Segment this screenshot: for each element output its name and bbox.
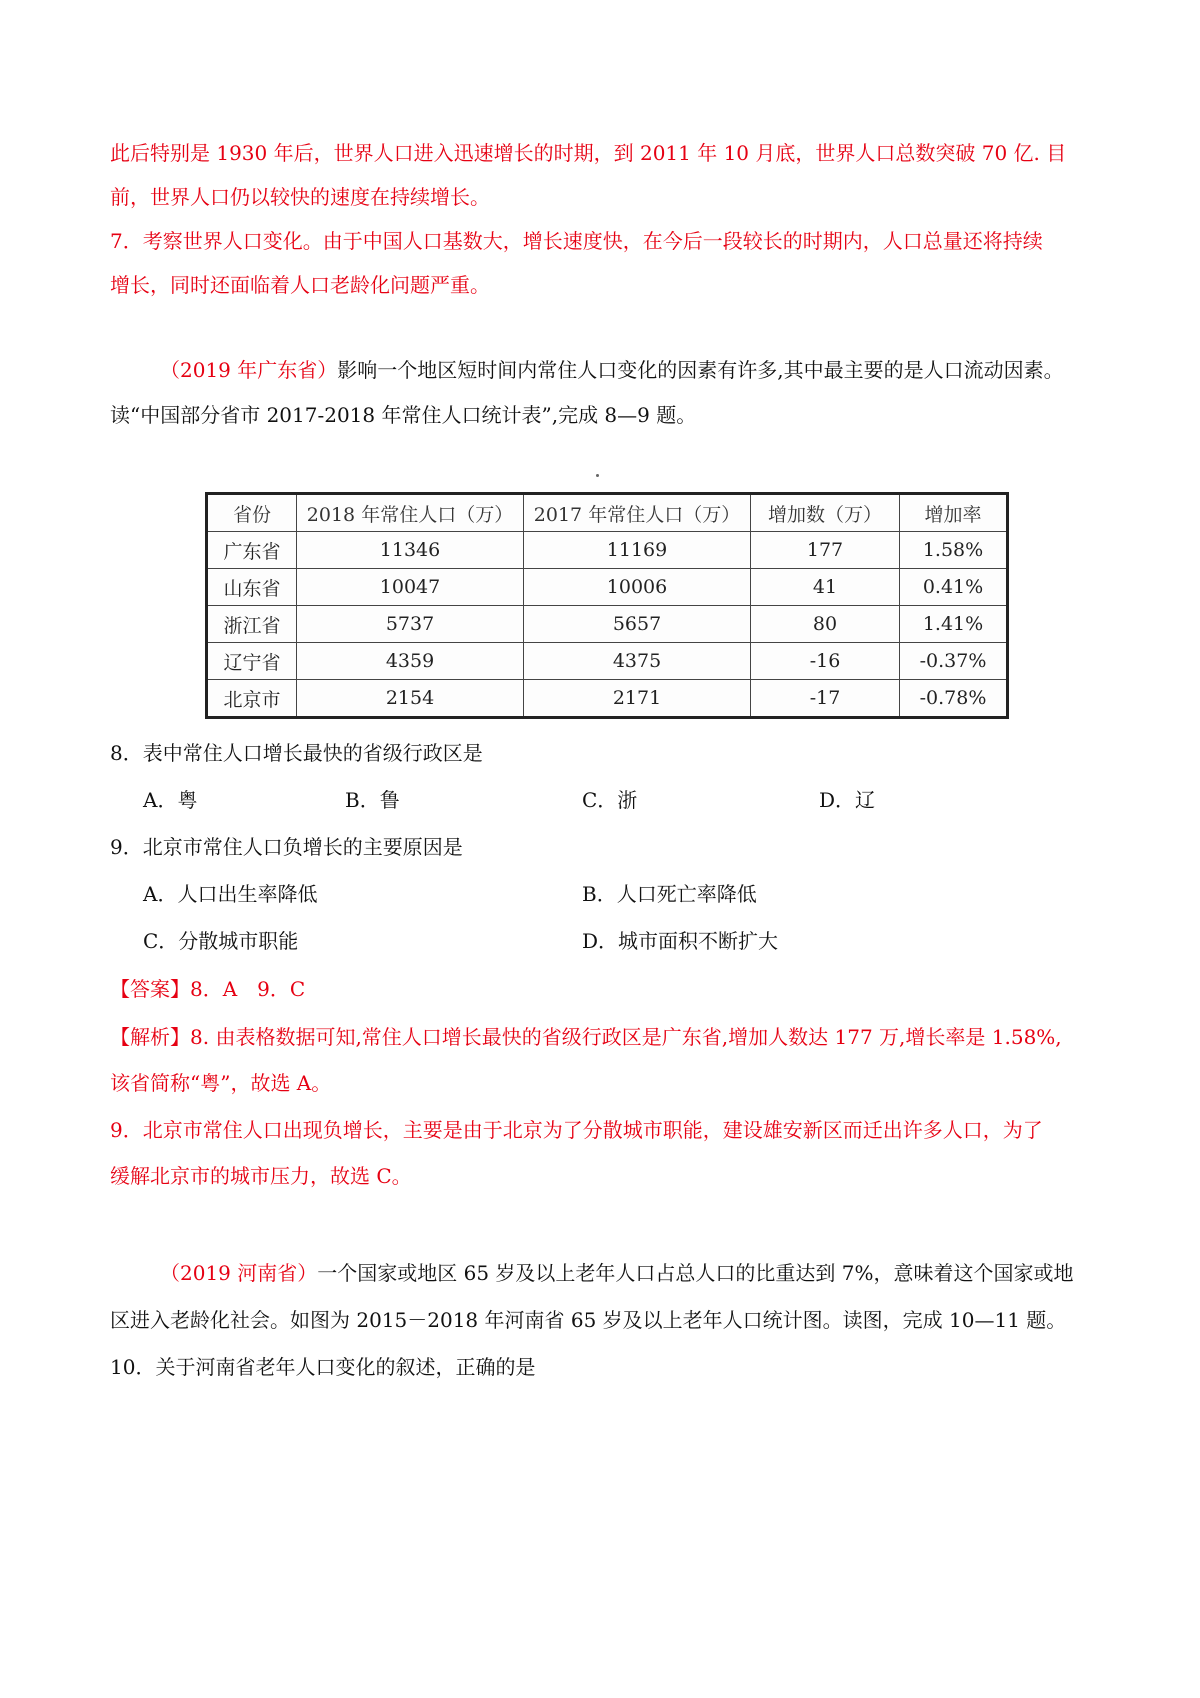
question-source: （2019 年广东省）	[160, 358, 338, 382]
table-cell: 10047	[297, 569, 524, 606]
table-row	[207, 532, 1008, 569]
intro-text: 影响一个地区短时间内常住人口变化的因素有许多,其中最主要的是人口流动因素。	[337, 358, 1064, 382]
population-table	[205, 492, 1009, 719]
table-cell: -0.78%	[900, 680, 1008, 718]
question-source: （2019 河南省）	[160, 1261, 318, 1285]
paragraph-line: 增长，同时还面临着人口老龄化问题严重。	[110, 273, 490, 297]
table-cell: 80	[751, 606, 900, 643]
analysis-line: 该省简称“粤”，故选 A。	[110, 1071, 332, 1095]
question-intro	[160, 355, 1150, 385]
table-cell: 4375	[524, 643, 751, 680]
table-header-row	[207, 494, 1008, 532]
answer-text: 8．A 9．C	[190, 977, 306, 1001]
paragraph-line: 前，世界人口仍以较快的速度在持续增长。	[110, 185, 490, 209]
scan-dot	[596, 474, 599, 477]
choice-b: B．鲁	[345, 788, 400, 812]
table-cell: -0.37%	[900, 643, 1008, 680]
table-cell: 2154	[297, 680, 524, 718]
table-row	[207, 606, 1008, 643]
table-row	[207, 680, 1008, 718]
choice-b: B．人口死亡率降低	[582, 882, 757, 906]
table-cell: 2171	[524, 680, 751, 718]
table-cell: -17	[751, 680, 900, 718]
table-cell: 10006	[524, 569, 751, 606]
table-cell: 浙江省	[207, 606, 297, 643]
table-cell: 山东省	[207, 569, 297, 606]
table-row	[207, 643, 1008, 680]
choice-d: D．辽	[819, 788, 876, 812]
table-cell: 广东省	[207, 532, 297, 569]
table-header: 增加数（万）	[751, 494, 900, 532]
question-stem: 10．关于河南省老年人口变化的叙述，正确的是	[110, 1355, 536, 1379]
choice-c: C．分散城市职能	[143, 929, 299, 953]
table-cell: -16	[751, 643, 900, 680]
question-stem: 9．北京市常住人口负增长的主要原因是	[110, 835, 463, 859]
table-cell: 1.41%	[900, 606, 1008, 643]
question-intro-line: 区进入老龄化社会。如图为 2015－2018 年河南省 65 岁及以上老年人口统计图。读图，完成 10—11 题。	[110, 1308, 1067, 1332]
answer-line	[110, 974, 1100, 1004]
analysis-text: 8. 由表格数据可知,常住人口增长最快的省级行政区是广东省,增加人数达 177 万,增长率是 1.58%,	[190, 1025, 1062, 1049]
table-cell: 4359	[297, 643, 524, 680]
table-cell: 0.41%	[900, 569, 1008, 606]
question-intro	[160, 1258, 1150, 1288]
choice-a: A．粤	[143, 788, 198, 812]
analysis-line: 9．北京市常住人口出现负增长，主要是由于北京为了分散城市职能，建设雄安新区而迁出许多人口，为了	[110, 1118, 1043, 1142]
question-stem: 8．表中常住人口增长最快的省级行政区是	[110, 741, 483, 765]
table-header: 省份	[207, 494, 297, 532]
choice-c: C．浙	[582, 788, 638, 812]
table-cell: 北京市	[207, 680, 297, 718]
table-header: 2017 年常住人口（万）	[524, 494, 751, 532]
table-cell: 177	[751, 532, 900, 569]
question-intro-line: 读“中国部分省市 2017-2018 年常住人口统计表”,完成 8—9 题。	[110, 403, 697, 427]
table-header: 2018 年常住人口（万）	[297, 494, 524, 532]
table-cell: 41	[751, 569, 900, 606]
table-row	[207, 569, 1008, 606]
paragraph-line: 7．考察世界人口变化。由于中国人口基数大，增长速度快，在今后一段较长的时期内，人口总量还将持续	[110, 229, 1043, 253]
choice-a: A．人口出生率降低	[143, 882, 318, 906]
analysis-line: 缓解北京市的城市压力，故选 C。	[110, 1164, 412, 1188]
table-cell: 5737	[297, 606, 524, 643]
intro-text: 一个国家或地区 65 岁及以上老年人口占总人口的比重达到 7%，意味着这个国家或地	[317, 1261, 1074, 1285]
answer-label: 【答案】	[110, 977, 190, 1001]
analysis-label: 【解析】	[110, 1025, 190, 1049]
table-cell: 1.58%	[900, 532, 1008, 569]
table-header: 增加率	[900, 494, 1008, 532]
table-cell: 辽宁省	[207, 643, 297, 680]
table-cell: 11169	[524, 532, 751, 569]
table-cell: 11346	[297, 532, 524, 569]
choice-d: D．城市面积不断扩大	[582, 929, 779, 953]
table-cell: 5657	[524, 606, 751, 643]
paragraph-line: 此后特别是 1930 年后，世界人口进入迅速增长的时期，到 2011 年 10 月底，世界人口总数突破 70 亿. 目	[110, 141, 1067, 165]
analysis-line	[110, 1022, 1100, 1052]
